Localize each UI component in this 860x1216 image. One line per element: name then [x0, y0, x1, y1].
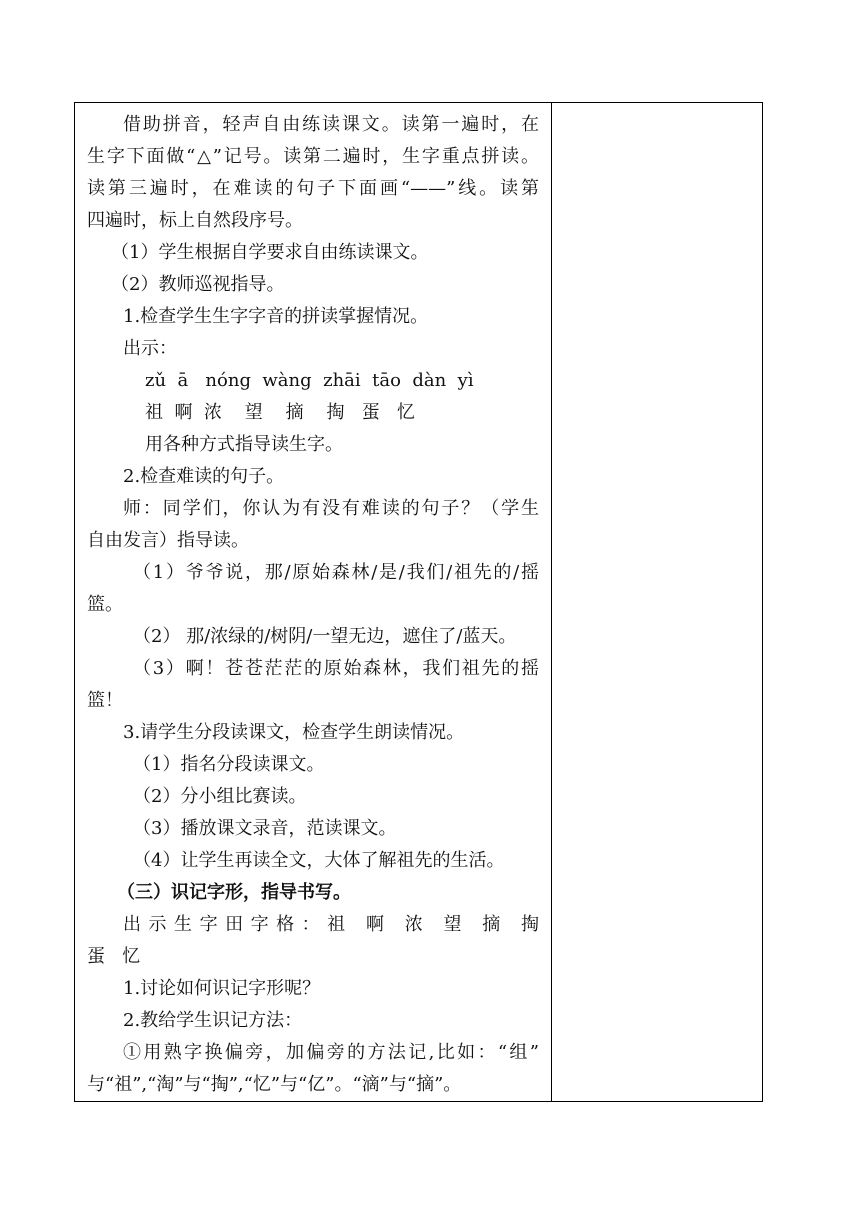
paragraph-line: （4）让学生再读全文，大体了解祖先的生活。 [133, 850, 505, 871]
paragraph-line: 借助拼音，轻声自由练读课文。读第一遍时，在 [123, 114, 539, 135]
paragraph-line: 蛋 忆 [87, 946, 141, 967]
paragraph-line: 四遍时，标上自然段序号。 [87, 210, 303, 231]
paragraph-line: 与“祖”,“淘”与“掏”,“忆”与“亿”。“滴”与“摘”。 [87, 1074, 462, 1095]
section-heading: （三）识记字形，指导书写。 [117, 882, 351, 903]
lesson-content-cell [75, 103, 552, 1102]
paragraph-line: 自由发言）指导读。 [87, 530, 249, 551]
paragraph-line: 师：同学们，你认为有没有难读的句子？（学生 [123, 498, 539, 519]
paragraph-line: 2.教给学生识记方法： [123, 1010, 303, 1031]
paragraph-line: 读第三遍时，在难读的句子下面画“——”线。读第 [87, 178, 539, 199]
notes-cell [552, 103, 763, 1102]
paragraph-line: 用各种方式指导读生字。 [145, 434, 343, 455]
paragraph-line: 生字下面做“△”记号。读第二遍时，生字重点拼读。 [87, 146, 539, 167]
paragraph-line: 篮。 [87, 594, 123, 615]
paragraph-line: （1）指名分段读课文。 [133, 754, 325, 775]
paragraph-line: （3）播放课文录音，范读课文。 [133, 818, 397, 839]
paragraph-line: 2.检查难读的句子。 [123, 466, 285, 487]
paragraph-line: （3）啊！苍苍茫茫的原始森林，我们祖先的摇 [133, 658, 539, 679]
paragraph-line: （2）教师巡视指导。 [111, 274, 285, 295]
new-characters-line: 祖 啊 浓 望 摘 掏 蛋 忆 [145, 402, 415, 423]
lesson-plan-table [74, 102, 763, 1102]
paragraph-line: ①用熟字换偏旁，加偏旁的方法记,比如：“组” [123, 1042, 539, 1063]
paragraph-line: 3.请学生分段读课文，检查学生朗读情况。 [123, 722, 465, 743]
pinyin-line: zǔ ā nóng wàng zhāi tāo dàn yì [145, 370, 474, 391]
paragraph-line: （2）分小组比赛读。 [133, 786, 307, 807]
paragraph-line: 1.检查学生生字字音的拼读掌握情况。 [123, 306, 429, 327]
paragraph-line: （1）学生根据自学要求自由练读课文。 [111, 242, 429, 263]
paragraph-line: （1）爷爷说，那/原始森林/是/我们/祖先的/摇 [133, 562, 539, 583]
paragraph-line: 篮！ [87, 690, 123, 711]
paragraph-line: 出示： [123, 338, 177, 359]
paragraph-line: 1.讨论如何识记字形呢？ [123, 978, 321, 999]
paragraph-line: 出示生字田字格：祖 啊 浓 望 摘 掏 [123, 914, 539, 935]
table-row [75, 103, 763, 1102]
lesson-text [87, 109, 539, 1101]
paragraph-line: （2） 那/浓绿的/树阴/一望无边，遮住了/蓝天。 [133, 626, 517, 647]
